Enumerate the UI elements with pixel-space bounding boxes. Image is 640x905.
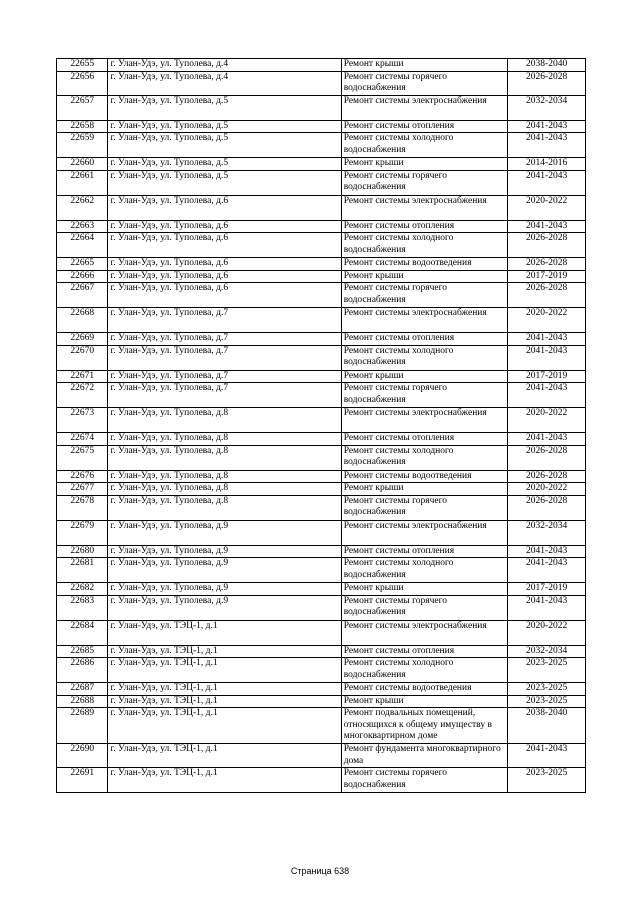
row-period: 2038-2040 xyxy=(508,59,586,72)
table-row xyxy=(57,708,586,744)
repair-schedule-table xyxy=(56,58,586,793)
table-row xyxy=(57,345,586,370)
row-period: 2038-2040 xyxy=(508,708,586,744)
row-work-type: Ремонт фундамента многоквартирного дома xyxy=(341,744,508,768)
row-work-type: Ремонт системы отопления xyxy=(341,545,508,558)
table-row xyxy=(57,195,586,220)
table-row xyxy=(57,695,586,708)
table-row xyxy=(57,220,586,233)
row-work-type: Ремонт системы холодного водоснабжения xyxy=(341,133,508,158)
row-period: 2041-2043 xyxy=(508,744,586,768)
row-number: 22685 xyxy=(57,645,108,658)
row-work-type: Ремонт системы холодного водоснабжения xyxy=(341,233,508,258)
row-address: г. Улан-Удэ, ул. Туполева, д.7 xyxy=(108,383,341,408)
row-work-type: Ремонт крыши xyxy=(341,695,508,708)
row-period: 2020-2022 xyxy=(508,195,586,220)
row-period: 2023-2025 xyxy=(508,658,586,683)
table-row xyxy=(57,383,586,408)
row-work-type: Ремонт системы горячего водоснабжения xyxy=(341,595,508,620)
row-period: 2023-2025 xyxy=(508,768,586,793)
row-period: 2041-2043 xyxy=(508,433,586,446)
row-work-type: Ремонт системы отопления xyxy=(341,120,508,133)
row-work-type: Ремонт системы горячего водоснабжения xyxy=(341,768,508,793)
row-period: 2017-2019 xyxy=(508,370,586,383)
row-number: 22670 xyxy=(57,345,108,370)
row-address: г. Улан-Удэ, ул. Туполева, д.7 xyxy=(108,308,341,333)
row-address: г. Улан-Удэ, ул. Туполева, д.4 xyxy=(108,59,341,72)
row-address: г. Улан-Удэ, ул. Туполева, д.7 xyxy=(108,370,341,383)
row-address: г. Улан-Удэ, ул. Туполева, д.4 xyxy=(108,71,341,95)
row-period: 2041-2043 xyxy=(508,558,586,583)
table-row xyxy=(57,370,586,383)
row-work-type: Ремонт крыши xyxy=(341,483,508,496)
table-row xyxy=(57,283,586,308)
row-address: г. Улан-Удэ, ул. Туполева, д.6 xyxy=(108,283,341,308)
row-period: 2041-2043 xyxy=(508,333,586,346)
row-work-type: Ремонт системы водоотведения xyxy=(341,470,508,483)
row-number: 22687 xyxy=(57,683,108,696)
row-number: 22680 xyxy=(57,545,108,558)
row-period: 2014-2016 xyxy=(508,158,586,171)
row-period: 2026-2028 xyxy=(508,495,586,520)
row-address: г. Улан-Удэ, ул. Туполева, д.8 xyxy=(108,495,341,520)
row-period: 2026-2028 xyxy=(508,71,586,95)
row-number: 22682 xyxy=(57,583,108,596)
row-work-type: Ремонт системы холодного водоснабжения xyxy=(341,345,508,370)
row-number: 22676 xyxy=(57,470,108,483)
row-work-type: Ремонт системы электроснабжения xyxy=(341,520,508,545)
row-period: 2023-2025 xyxy=(508,695,586,708)
row-address: г. Улан-Удэ, ул. Туполева, д.7 xyxy=(108,333,341,346)
row-number: 22663 xyxy=(57,220,108,233)
row-number: 22660 xyxy=(57,158,108,171)
table-row xyxy=(57,495,586,520)
row-work-type: Ремонт системы холодного водоснабжения xyxy=(341,658,508,683)
row-work-type: Ремонт системы горячего водоснабжения xyxy=(341,495,508,520)
row-work-type: Ремонт крыши xyxy=(341,59,508,72)
row-work-type: Ремонт системы горячего водоснабжения xyxy=(341,71,508,95)
row-period: 2041-2043 xyxy=(508,133,586,158)
row-period: 2041-2043 xyxy=(508,545,586,558)
row-address: г. Улан-Удэ, ул. Туполева, д.6 xyxy=(108,195,341,220)
row-period: 2020-2022 xyxy=(508,483,586,496)
row-period: 2032-2034 xyxy=(508,645,586,658)
row-period: 2020-2022 xyxy=(508,408,586,433)
row-work-type: Ремонт системы горячего водоснабжения xyxy=(341,170,508,195)
row-period: 2041-2043 xyxy=(508,220,586,233)
row-address: г. Улан-Удэ, ул. Туполева, д.5 xyxy=(108,120,341,133)
row-work-type: Ремонт крыши xyxy=(341,370,508,383)
table-row xyxy=(57,744,586,768)
table-row xyxy=(57,170,586,195)
row-work-type: Ремонт системы электроснабжения xyxy=(341,408,508,433)
table-row xyxy=(57,768,586,793)
row-address: г. Улан-Удэ, ул. Туполева, д.6 xyxy=(108,220,341,233)
table-row xyxy=(57,95,586,120)
table-row xyxy=(57,71,586,95)
row-address: г. Улан-Удэ, ул. ТЭЦ-1, д.1 xyxy=(108,645,341,658)
row-work-type: Ремонт системы горячего водоснабжения xyxy=(341,283,508,308)
row-address: г. Улан-Удэ, ул. Туполева, д.8 xyxy=(108,408,341,433)
row-period: 2020-2022 xyxy=(508,620,586,645)
row-period: 2041-2043 xyxy=(508,383,586,408)
row-number: 22659 xyxy=(57,133,108,158)
row-number: 22686 xyxy=(57,658,108,683)
table-row xyxy=(57,258,586,271)
row-number: 22665 xyxy=(57,258,108,271)
row-work-type: Ремонт системы горячего водоснабжения xyxy=(341,383,508,408)
row-address: г. Улан-Удэ, ул. Туполева, д.6 xyxy=(108,270,341,283)
row-number: 22691 xyxy=(57,768,108,793)
row-address: г. Улан-Удэ, ул. Туполева, д.5 xyxy=(108,170,341,195)
row-period: 2026-2028 xyxy=(508,445,586,470)
row-number: 22677 xyxy=(57,483,108,496)
row-address: г. Улан-Удэ, ул. Туполева, д.9 xyxy=(108,545,341,558)
row-address: г. Улан-Удэ, ул. Туполева, д.9 xyxy=(108,595,341,620)
row-work-type: Ремонт системы отопления xyxy=(341,220,508,233)
table-row xyxy=(57,445,586,470)
row-address: г. Улан-Удэ, ул. Туполева, д.8 xyxy=(108,445,341,470)
row-work-type: Ремонт системы отопления xyxy=(341,333,508,346)
row-address: г. Улан-Удэ, ул. Туполева, д.9 xyxy=(108,558,341,583)
row-address: г. Улан-Удэ, ул. Туполева, д.5 xyxy=(108,95,341,120)
table-row xyxy=(57,233,586,258)
row-number: 22668 xyxy=(57,308,108,333)
table-row xyxy=(57,545,586,558)
row-address: г. Улан-Удэ, ул. Туполева, д.7 xyxy=(108,345,341,370)
row-number: 22678 xyxy=(57,495,108,520)
table-row xyxy=(57,520,586,545)
row-number: 22689 xyxy=(57,708,108,744)
row-address: г. Улан-Удэ, ул. Туполева, д.8 xyxy=(108,483,341,496)
row-number: 22656 xyxy=(57,71,108,95)
row-period: 2032-2034 xyxy=(508,95,586,120)
row-number: 22684 xyxy=(57,620,108,645)
row-period: 2026-2028 xyxy=(508,233,586,258)
row-period: 2026-2028 xyxy=(508,470,586,483)
row-work-type: Ремонт системы холодного водоснабжения xyxy=(341,445,508,470)
table-row xyxy=(57,595,586,620)
table-row xyxy=(57,158,586,171)
row-period: 2017-2019 xyxy=(508,270,586,283)
row-period: 2020-2022 xyxy=(508,308,586,333)
row-address: г. Улан-Удэ, ул. ТЭЦ-1, д.1 xyxy=(108,768,341,793)
row-number: 22675 xyxy=(57,445,108,470)
row-work-type: Ремонт крыши xyxy=(341,270,508,283)
row-work-type: Ремонт системы электроснабжения xyxy=(341,95,508,120)
row-work-type: Ремонт системы электроснабжения xyxy=(341,308,508,333)
row-address: г. Улан-Удэ, ул. ТЭЦ-1, д.1 xyxy=(108,695,341,708)
table-row xyxy=(57,683,586,696)
row-work-type: Ремонт крыши xyxy=(341,583,508,596)
row-period: 2023-2025 xyxy=(508,683,586,696)
row-period: 2041-2043 xyxy=(508,120,586,133)
row-number: 22667 xyxy=(57,283,108,308)
row-address: г. Улан-Удэ, ул. Туполева, д.6 xyxy=(108,233,341,258)
table-row xyxy=(57,558,586,583)
table-row xyxy=(57,433,586,446)
row-address: г. Улан-Удэ, ул. Туполева, д.5 xyxy=(108,158,341,171)
row-number: 22661 xyxy=(57,170,108,195)
row-number: 22690 xyxy=(57,744,108,768)
row-address: г. Улан-Удэ, ул. ТЭЦ-1, д.1 xyxy=(108,683,341,696)
row-work-type: Ремонт системы электроснабжения xyxy=(341,620,508,645)
row-number: 22683 xyxy=(57,595,108,620)
row-period: 2017-2019 xyxy=(508,583,586,596)
row-work-type: Ремонт системы электроснабжения xyxy=(341,195,508,220)
row-address: г. Улан-Удэ, ул. ТЭЦ-1, д.1 xyxy=(108,620,341,645)
row-number: 22671 xyxy=(57,370,108,383)
table-row xyxy=(57,133,586,158)
row-period: 2032-2034 xyxy=(508,520,586,545)
table-row xyxy=(57,620,586,645)
row-number: 22679 xyxy=(57,520,108,545)
row-number: 22669 xyxy=(57,333,108,346)
row-work-type: Ремонт системы отопления xyxy=(341,645,508,658)
row-number: 22673 xyxy=(57,408,108,433)
row-address: г. Улан-Удэ, ул. Туполева, д.6 xyxy=(108,258,341,271)
row-address: г. Улан-Удэ, ул. Туполева, д.8 xyxy=(108,470,341,483)
row-address: г. Улан-Удэ, ул. Туполева, д.9 xyxy=(108,583,341,596)
table-row xyxy=(57,658,586,683)
row-number: 22655 xyxy=(57,59,108,72)
row-address: г. Улан-Удэ, ул. ТЭЦ-1, д.1 xyxy=(108,658,341,683)
row-work-type: Ремонт системы холодного водоснабжения xyxy=(341,558,508,583)
row-period: 2026-2028 xyxy=(508,258,586,271)
table-row xyxy=(57,270,586,283)
row-number: 22674 xyxy=(57,433,108,446)
row-period: 2026-2028 xyxy=(508,283,586,308)
table-row xyxy=(57,645,586,658)
row-work-type: Ремонт системы водоотведения xyxy=(341,683,508,696)
table-body xyxy=(57,59,586,793)
row-address: г. Улан-Удэ, ул. Туполева, д.9 xyxy=(108,520,341,545)
row-number: 22688 xyxy=(57,695,108,708)
row-number: 22662 xyxy=(57,195,108,220)
table-row xyxy=(57,483,586,496)
row-address: г. Улан-Удэ, ул. ТЭЦ-1, д.1 xyxy=(108,744,341,768)
row-address: г. Улан-Удэ, ул. Туполева, д.5 xyxy=(108,133,341,158)
table-row xyxy=(57,470,586,483)
row-address: г. Улан-Удэ, ул. Туполева, д.8 xyxy=(108,433,341,446)
row-work-type: Ремонт крыши xyxy=(341,158,508,171)
row-number: 22658 xyxy=(57,120,108,133)
table-row xyxy=(57,333,586,346)
row-number: 22672 xyxy=(57,383,108,408)
row-address: г. Улан-Удэ, ул. ТЭЦ-1, д.1 xyxy=(108,708,341,744)
table-row xyxy=(57,408,586,433)
row-work-type: Ремонт подвальных помещений, относящихся к общему имуществу в многоквартирном доме xyxy=(341,708,508,744)
row-number: 22666 xyxy=(57,270,108,283)
table-row xyxy=(57,583,586,596)
table-row xyxy=(57,308,586,333)
table-row xyxy=(57,59,586,72)
row-work-type: Ремонт системы водоотведения xyxy=(341,258,508,271)
table-row xyxy=(57,120,586,133)
row-work-type: Ремонт системы отопления xyxy=(341,433,508,446)
row-period: 2041-2043 xyxy=(508,595,586,620)
row-number: 22657 xyxy=(57,95,108,120)
page-number: Страница 638 xyxy=(290,866,350,876)
row-number: 22681 xyxy=(57,558,108,583)
row-number: 22664 xyxy=(57,233,108,258)
row-period: 2041-2043 xyxy=(508,345,586,370)
row-period: 2041-2043 xyxy=(508,170,586,195)
